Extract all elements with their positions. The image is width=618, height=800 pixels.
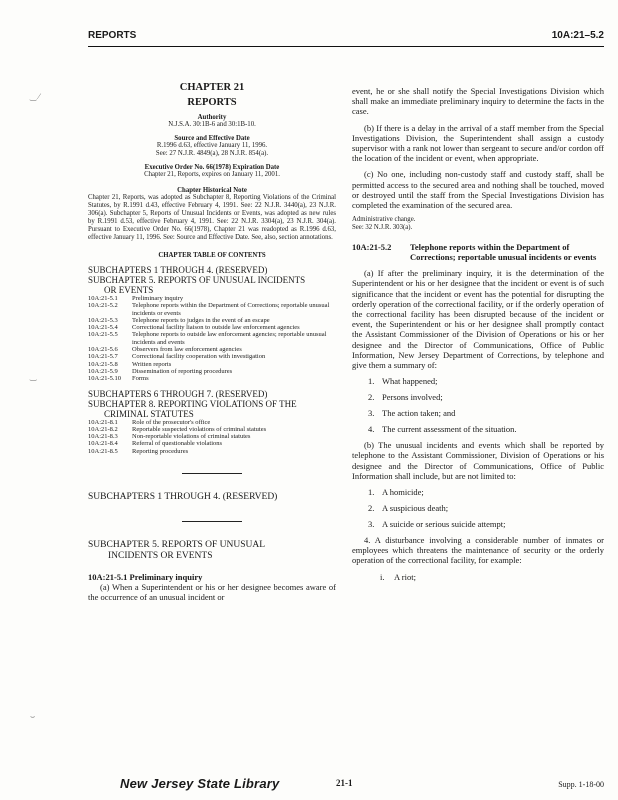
list-item: 2. A suspicious death; <box>368 503 449 514</box>
admin-change-note: Administrative change. See: 32 N.J.R. 303(a). <box>352 216 416 232</box>
historical-note-text: Chapter 21, Reports, was adopted as Subchapter 8, Reporting Violations of the Criminal Statutes, by R.1991 d.43, effective February 4, 1991. See: 22 N.J.R. 3440(a), 23 N.J.R. 306(a). Subchapter 5, Reports of Unusual Incidents or Events, was adopted as new rules by R.1991 d.53, effective February 4, 1991. See: 22 N.J.R. 3304(a), 23 N.J.R. 304(a). Pursuant to Executive Order No. 66(1978), Chapter 21 was readopted as R.1996 d.63, effective January 11, 1996. See: Source and Effective Date. See, also, section annotations. <box>88 194 336 241</box>
section-5-2-heading <box>352 242 604 262</box>
section-5-1-para-a: (a) When a Superintendent or his or her designee becomes aware of the occurrence of an unusual incident or <box>88 582 336 603</box>
margin-mark: ⌣ <box>30 712 36 721</box>
subchapter-1-4-heading: SUBCHAPTERS 1 THROUGH 4. (RESERVED) <box>88 492 278 503</box>
toc-subchapter-5 <box>88 275 336 295</box>
toc-row[interactable]: 10A:21-8.4 Referral of questionable violations <box>88 440 223 448</box>
authority-text: N.J.S.A. 30:1B-6 and 30:1B-10. <box>168 121 256 128</box>
toc-row[interactable]: 10A:21-5.1 Preliminary inquiry <box>88 295 184 302</box>
header-title: REPORTS <box>88 30 137 41</box>
para-c: (c) No one, including non-custody staff and custody staff, shall be permitted access to the secured area and nothing shall be touched, moved or destroyed until the staff from the Special Investigations Division has completed the examination of the secured area. <box>352 169 604 211</box>
source-text: R.1996 d.63, effective January 11, 1996. See: 27 N.J.R. 4849(a), 28 N.J.R. 854(a). <box>155 142 269 157</box>
chapter-title: REPORTS <box>187 97 237 108</box>
toc-subchapter-8-line2: CRIMINAL STATUTES <box>104 408 194 419</box>
page-footer <box>120 776 604 796</box>
list-item: 2. Persons involved; <box>368 392 443 403</box>
list-item: 3. A suicide or serious suicide attempt; <box>368 519 506 530</box>
para-continued: event, he or she shall notify the Special Investigations Division which shall make an immediate preliminary inquiry to determine the facts in the case. <box>352 86 604 117</box>
toc-row[interactable]: 10A:21-5.2 Telephone reports within the Department of Corrections; reportable unusual incidents or events <box>88 302 330 317</box>
toc-row[interactable]: 10A:21-5.9 Dissemination of reporting procedures <box>88 367 233 375</box>
left-column <box>88 64 336 608</box>
toc-subchapter-5-line2: OR EVENTS <box>104 285 154 295</box>
toc-row[interactable]: 10A:21-5.5 Telephone reports to outside law enforcement agencies; reportable unusual incidents and events <box>88 331 327 346</box>
toc-row[interactable]: 10A:21-5.8 Written reports <box>88 360 172 368</box>
page-number: 21-1 <box>336 778 353 788</box>
toc-row[interactable]: 10A:21-8.5 Reporting procedures <box>88 447 189 455</box>
section-number: 10A:21-5.2 <box>352 242 392 253</box>
list-item: 1. A homicide; <box>368 487 424 498</box>
toc-list-8 <box>88 419 336 455</box>
subchapter-5-heading <box>88 540 336 562</box>
list-item: i. A riot; <box>380 571 416 582</box>
toc-row[interactable]: 10A:21-5.4 Correctional facility liaison to outside law enforcement agencies <box>88 324 300 332</box>
toc-row[interactable]: 10A:21-5.3 Telephone reports to judges in the event of an escape <box>88 316 270 324</box>
para-b: (b) If there is a delay in the arrival of a staff member from the Special Investigations Division, the Superintendent shall assign a custody supervisor with a rank not lower than sergeant to secure and/or cordon off the location of the incident or event, when appropriate. <box>352 122 604 164</box>
toc-row[interactable]: 10A:21-5.6 Observers from law enforcement agencies <box>88 346 242 354</box>
divider <box>182 521 242 522</box>
toc-heading: CHAPTER TABLE OF CONTENTS <box>158 252 266 259</box>
toc-subchapter-8 <box>88 399 336 419</box>
para-5-2-a: (a) If after the preliminary inquiry, it is the determination of the Superintendent or his or her designee that the incident or event is of such significance that the incident or event has the potential for disrupting the orderly operation of the correctional facility, or if the orderly operation of the correctional facility has been disrupted because of the incident or event, the Superintendent or his or her designee shall promptly contact the Assistant Commissioner of the Division of Operations or his or her designee and the Director of Communications, Office of Public Information, New Jersey Department of Corrections, by telephone and give them a summary of: <box>352 268 604 371</box>
chapter-number: CHAPTER 21 <box>179 82 245 93</box>
list-item: 4. The current assessment of the situation. <box>368 424 517 435</box>
divider <box>182 473 242 474</box>
para-5-2-b: (b) The unusual incidents and events which shall be reported by telephone to the Assistant Commissioner, Division of Operations or his designee and the Director of Communications, Office of Public Information shall include, but are not limited to: <box>352 440 604 481</box>
toc-row[interactable]: 10A:21-8.2 Reportable suspected violations of criminal statutes <box>88 425 267 433</box>
toc-row[interactable]: 10A:21-5.10 Forms <box>88 375 149 383</box>
para-5-2-b-4: 4. A disturbance involving a considerable number of inmates or employees which threatens the maintenance of security or the orderly operation of the correctional facility, for example: <box>352 535 604 566</box>
toc-subchapter-1-4: SUBCHAPTERS 1 THROUGH 4. (RESERVED) <box>88 265 268 275</box>
subchapter-5-heading-line2: INCIDENTS OR EVENTS <box>108 551 213 562</box>
header-section: 10A:21–5.2 <box>551 30 604 41</box>
historical-note-heading: Chapter Historical Note <box>177 187 247 194</box>
exec-order-heading: Executive Order No. 66(1978) Expiration Date <box>144 164 280 171</box>
supplement-date: Supp. 1-18-00 <box>558 780 604 789</box>
section-title: Telephone reports within the Department of Corrections; reportable unusual incidents or events <box>410 242 597 263</box>
toc-list-5 <box>88 295 336 383</box>
list-item: 3. The action taken; and <box>368 408 456 419</box>
section-5-1-heading: 10A:21-5.1 Preliminary inquiry <box>88 572 203 583</box>
exec-order-text: Chapter 21, Reports, expires on January 11, 2001. <box>144 171 280 178</box>
toc-row[interactable]: 10A:21-8.3 Non-reportable violations of criminal statutes <box>88 433 251 441</box>
toc-subchapter-5-line1: SUBCHAPTER 5. REPORTS OF UNUSUAL INCIDENTS <box>88 275 306 285</box>
margin-mark: ‿ <box>30 372 37 381</box>
authority-heading: Authority <box>197 114 227 121</box>
list-item: 1. What happened; <box>368 376 438 387</box>
running-header <box>88 28 604 47</box>
library-stamp: New Jersey State Library <box>120 776 280 791</box>
right-column <box>352 86 604 588</box>
toc-subchapter-6-7: SUBCHAPTERS 6 THROUGH 7. (RESERVED) <box>88 388 268 399</box>
toc-row[interactable]: 10A:21-8.1 Role of the prosecutor's office <box>88 418 211 426</box>
toc-row[interactable]: 10A:21-5.7 Correctional facility cooperation with investigation <box>88 353 266 361</box>
source-heading: Source and Effective Date <box>174 135 250 142</box>
margin-mark: ‿ ⁄ <box>30 92 40 101</box>
subchapter-5-heading-line1: SUBCHAPTER 5. REPORTS OF UNUSUAL <box>88 540 266 551</box>
toc-subchapter-8-line1: SUBCHAPTER 8. REPORTING VIOLATIONS OF THE <box>88 398 297 409</box>
